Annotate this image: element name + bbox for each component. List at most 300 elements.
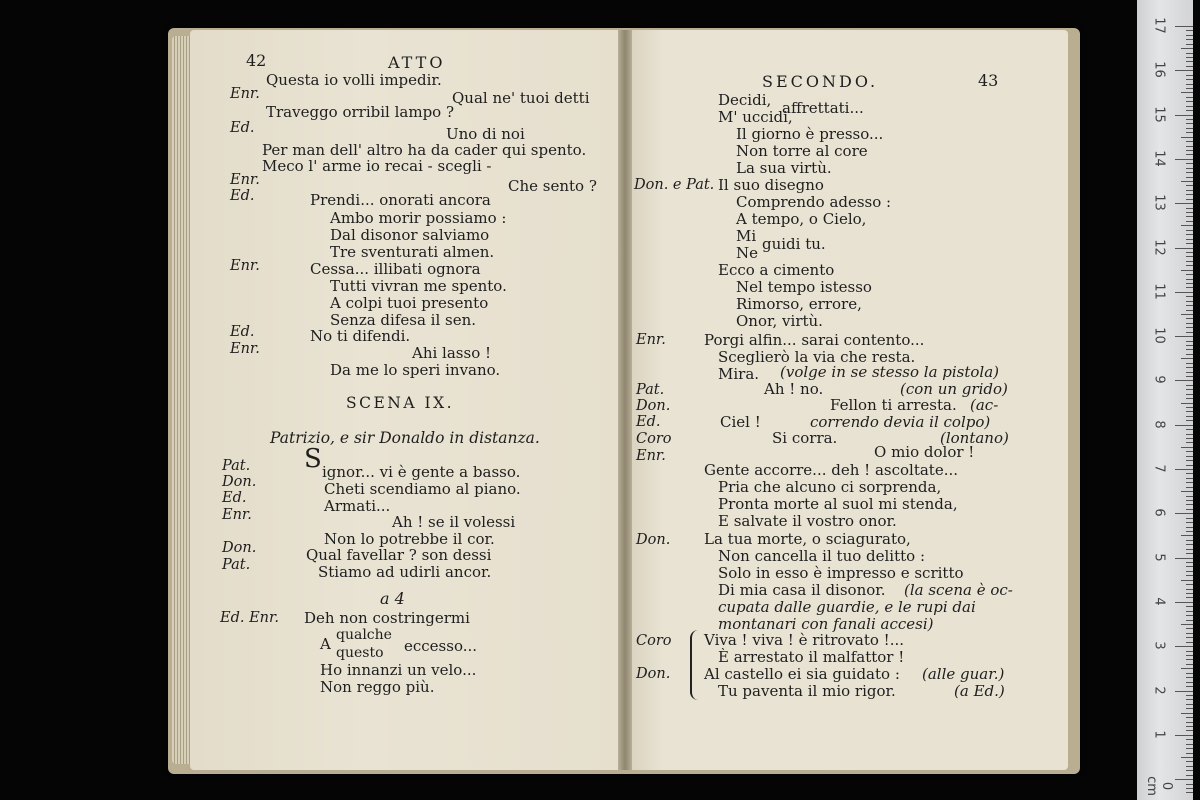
ruler-tick (1175, 26, 1193, 27)
ruler-tick (1186, 606, 1193, 607)
ruler-tick (1186, 708, 1193, 709)
ruler-tick (1186, 345, 1193, 346)
ruler-tick (1186, 283, 1193, 284)
ruler-tick (1186, 261, 1193, 262)
speaker-label: Enr. (222, 507, 252, 523)
ruler-tick (1186, 146, 1193, 147)
ruler-number: 17 (1151, 17, 1167, 34)
ruler-tick (1186, 372, 1193, 373)
ruler-tick (1186, 106, 1193, 107)
ruler-tick (1186, 172, 1193, 173)
ruler-tick (1181, 270, 1193, 271)
text-line: Onor, virtù. (736, 312, 823, 330)
text-line: Fellon ti arresta. (830, 396, 957, 414)
ruler-tick (1186, 651, 1193, 652)
ruler-tick (1186, 633, 1193, 634)
speaker-label: Enr. (230, 341, 260, 357)
ruler-tick (1186, 460, 1193, 461)
ruler-tick (1186, 323, 1193, 324)
ruler-tick (1186, 44, 1193, 45)
ruler-tick (1186, 531, 1193, 532)
speaker-label: Pat. (222, 557, 251, 573)
ruler-tick (1175, 779, 1193, 780)
text-line: Non torre al core (736, 142, 868, 160)
ruler-number: 15 (1151, 105, 1167, 123)
ruler-tick (1186, 784, 1193, 785)
text-line: Non lo potrebbe il cor. (324, 530, 495, 548)
ruler-tick (1186, 566, 1193, 567)
text-line: Uno di noi (446, 125, 525, 143)
ruler-tick (1186, 792, 1193, 793)
text-line: Traveggo orribil lampo ? (266, 103, 455, 121)
ruler-tick (1186, 132, 1193, 133)
text-line: No ti difendi. (310, 327, 411, 345)
ruler-tick (1186, 301, 1193, 302)
ruler-tick (1186, 420, 1193, 421)
ruler-tick (1175, 203, 1193, 204)
ruler-tick (1186, 788, 1193, 789)
ruler-tick (1186, 363, 1193, 364)
text-line: Mira. (718, 365, 760, 383)
stage-direction: (la scena è oc- (904, 581, 1013, 599)
ruler-tick (1181, 181, 1193, 182)
ruler-tick (1186, 221, 1193, 222)
ruler-tick (1186, 593, 1193, 594)
ruler-tick (1181, 137, 1193, 138)
ruler-tick (1186, 61, 1193, 62)
ruler-tick (1175, 159, 1193, 160)
ruler-tick (1186, 655, 1193, 656)
ruler-tick (1181, 447, 1193, 448)
ruler-tick (1186, 349, 1193, 350)
text-line: Qual ne' tuoi detti (452, 89, 590, 107)
text-line: Cheti scendiamo al piano. (324, 480, 521, 498)
ruler-tick (1186, 500, 1193, 501)
ruler-tick (1175, 115, 1193, 116)
ruler-tick (1181, 757, 1193, 758)
text-line: Stiamo ad udirli ancor. (318, 563, 492, 581)
speaker-label: Enr. (230, 258, 260, 274)
ruler-tick (1186, 753, 1193, 754)
text-line: Al castello ei sia guidato : (704, 665, 900, 683)
ruler-tick (1186, 341, 1193, 342)
text-line: È arrestato il malfattor ! (718, 648, 905, 666)
text-line: Qual favellar ? son dessi (306, 546, 492, 564)
ruler-tick (1186, 394, 1193, 395)
ruler-tick (1186, 434, 1193, 435)
speaker-label: Don. (222, 474, 257, 490)
ruler-tick (1186, 101, 1193, 102)
ruler-number: 12 (1151, 238, 1167, 256)
text-line: Di mia casa il disonor. (718, 581, 886, 599)
speaker-label: Ed. (636, 414, 661, 430)
ruler-tick (1181, 668, 1193, 669)
page-number-right: 43 (978, 71, 999, 90)
ruler-tick (1186, 726, 1193, 727)
ruler-number: 10 (1151, 327, 1167, 344)
ruler-tick (1186, 664, 1193, 665)
text-line: questo (336, 645, 384, 661)
ruler-number: 0 cm (1144, 776, 1174, 796)
ruler-tick (1186, 274, 1193, 275)
ruler-tick (1175, 469, 1193, 470)
stage-direction: (ac- (970, 396, 999, 414)
scene-direction: Patrizio, e sir Donaldo in distanza. (270, 429, 540, 447)
ruler-tick (1186, 35, 1193, 36)
ruler-tick (1186, 748, 1193, 749)
text-line: Mi (736, 227, 757, 245)
ruler-tick (1186, 230, 1193, 231)
speaker-label: Don. (636, 532, 671, 548)
text-line: Da me lo speri invano. (330, 361, 501, 379)
ruler-tick (1175, 646, 1193, 647)
text-line: La sua virtù. (736, 159, 832, 177)
ruler-tick (1186, 327, 1193, 328)
ruler-tick (1186, 527, 1193, 528)
ruler-number: 2 (1151, 685, 1167, 695)
text-line: Rimorso, errore, (736, 295, 862, 313)
ruler-tick (1186, 487, 1193, 488)
ruler-tick (1186, 473, 1193, 474)
ruler-tick (1186, 584, 1193, 585)
ruler-tick (1186, 704, 1193, 705)
ruler-tick (1186, 438, 1193, 439)
text-line: Il suo disegno (718, 176, 824, 194)
ruler-tick (1186, 744, 1193, 745)
text-line: Decidi, (718, 91, 772, 109)
ruler-number: 14 (1151, 150, 1167, 167)
text-line: O mio dolor ! (874, 443, 975, 461)
ruler-tick (1186, 296, 1193, 297)
ruler-tick (1186, 597, 1193, 598)
ruler-tick (1186, 637, 1193, 638)
text-line: Ambo morir possiamo : (330, 209, 507, 227)
ruler-tick (1186, 451, 1193, 452)
ruler-tick (1186, 385, 1193, 386)
ruler-tick (1186, 398, 1193, 399)
ruler-tick (1186, 190, 1193, 191)
ruler-tick (1186, 509, 1193, 510)
text-line: Pria che alcuno ci sorprenda, (718, 478, 942, 496)
text-line: Per man dell' altro ha da cader qui spento. (262, 141, 587, 159)
text-line: eccesso... (404, 637, 478, 655)
stage-direction: (lontano) (940, 429, 1009, 447)
speaker-label: Enr. (230, 86, 260, 102)
ruler-tick (1186, 376, 1193, 377)
ruler-tick (1186, 194, 1193, 195)
ruler-tick (1186, 562, 1193, 563)
ruler-tick (1186, 611, 1193, 612)
ruler-number: 5 (1151, 552, 1167, 562)
ruler-tick (1175, 425, 1193, 426)
text-line: Deh non costringermi (304, 609, 470, 627)
ruler-tick (1186, 212, 1193, 213)
text-line: Tre sventurati almen. (330, 243, 495, 261)
page-number-left: 42 (246, 51, 267, 70)
ruler-tick (1186, 677, 1193, 678)
text-line: A (320, 635, 331, 653)
ruler-tick (1186, 234, 1193, 235)
ruler-tick (1186, 673, 1193, 674)
ruler-number: 16 (1151, 61, 1167, 79)
ruler-tick (1186, 354, 1193, 355)
text-line: guidi tu. (762, 235, 826, 253)
ruler-tick (1175, 380, 1193, 381)
ruler-tick (1181, 624, 1193, 625)
ruler-number: 1 (1151, 730, 1167, 739)
text-line: Prendi... onorati ancora (310, 191, 491, 209)
speaker-label: Don. e Pat. (634, 177, 715, 193)
ruler-tick (1186, 39, 1193, 40)
text-line: affrettati... (782, 99, 864, 117)
ruler-tick (1186, 66, 1193, 67)
ruler-tick (1186, 265, 1193, 266)
speaker-label: Coro (636, 431, 672, 447)
speaker-label: Don. (636, 666, 671, 682)
text-line: Non cancella il tuo delitto : (718, 547, 926, 565)
text-line: Senza difesa il sen. (330, 311, 477, 329)
ruler-tick (1181, 225, 1193, 226)
ruler-tick (1186, 620, 1193, 621)
ruler-tick (1181, 713, 1193, 714)
ruler-tick (1186, 628, 1193, 629)
ruler-tick (1186, 456, 1193, 457)
ruler-tick (1186, 686, 1193, 687)
speaker-label: Pat. (222, 458, 251, 474)
text-line: Nel tempo istesso (736, 278, 872, 296)
text-line: Porgi alfin... sarai contento... (704, 331, 925, 349)
stage-direction: correndo devia il colpo) (810, 413, 991, 431)
ruler-tick (1175, 691, 1193, 692)
ruler-tick (1186, 367, 1193, 368)
text-line: Tutti vivran me spento. (330, 277, 507, 295)
text-line: Viva ! viva ! è ritrovato !... (704, 631, 905, 649)
ruler-tick (1186, 540, 1193, 541)
text-line: Il giorno è presso... (736, 125, 884, 143)
stage-direction: (a Ed.) (954, 682, 1005, 700)
ruler-tick (1186, 110, 1193, 111)
stage-direction: cupata dalle guardie, e le rupi dai (718, 598, 976, 616)
ruler-number: 8 (1151, 420, 1167, 429)
ruler-tick (1186, 75, 1193, 76)
ruler-tick (1186, 766, 1193, 767)
ruler-tick (1186, 30, 1193, 31)
ruler-tick (1175, 70, 1193, 71)
ruler-tick (1186, 279, 1193, 280)
ruler-tick (1186, 717, 1193, 718)
ruler-tick (1181, 491, 1193, 492)
ruler-tick (1186, 318, 1193, 319)
ruler-number: 11 (1151, 283, 1167, 300)
ruler-tick (1175, 248, 1193, 249)
ruler-tick (1181, 580, 1193, 581)
ruler-tick (1186, 659, 1193, 660)
stage-direction: (alle guar.) (922, 665, 1005, 683)
ruler-number: 4 (1151, 597, 1167, 606)
ruler-tick (1175, 292, 1193, 293)
text-line: Tu paventa il mio rigor. (718, 682, 896, 700)
ruler-tick (1186, 57, 1193, 58)
speaker-label: Pat. (636, 382, 665, 398)
ruler-tick (1186, 465, 1193, 466)
ruler-number: 6 (1151, 508, 1167, 517)
ruler-tick (1186, 730, 1193, 731)
ruler-tick (1175, 558, 1193, 559)
ruler-tick (1186, 429, 1193, 430)
ruler-tick (1181, 403, 1193, 404)
ruler-tick (1186, 739, 1193, 740)
ruler-tick (1186, 407, 1193, 408)
ruler-tick (1186, 185, 1193, 186)
ruler-tick (1186, 79, 1193, 80)
text-line: Ahi lasso ! (412, 344, 492, 362)
text-line: Si corra. (772, 429, 838, 447)
ruler-tick (1186, 518, 1193, 519)
speaker-label: Don. (222, 540, 257, 556)
ruler-tick (1175, 513, 1193, 514)
drop-initial: S (304, 444, 322, 474)
measuring-ruler (1137, 0, 1193, 800)
ruler-tick (1186, 389, 1193, 390)
ruler-tick (1186, 310, 1193, 311)
text-line: Dal disonor salviamo (330, 226, 490, 244)
ruler-tick (1186, 53, 1193, 54)
speaker-label: Coro (636, 633, 672, 649)
text-line: Ah ! se il volessi (392, 513, 516, 531)
ruler-tick (1186, 411, 1193, 412)
ruler-tick (1181, 92, 1193, 93)
speaker-label: Enr. (230, 172, 260, 188)
speaker-label: Ed. (230, 324, 255, 340)
text-line: Ho innanzi un velo... (320, 661, 477, 679)
ruler-tick (1186, 123, 1193, 124)
ruler-tick (1186, 332, 1193, 333)
ruler-tick (1175, 336, 1193, 337)
text-line: qualche (336, 627, 392, 643)
ensemble-marking: a 4 (380, 589, 405, 608)
ruler-tick (1186, 482, 1193, 483)
ruler-tick (1186, 522, 1193, 523)
ruler-number: 13 (1151, 194, 1167, 211)
ruler-tick (1186, 642, 1193, 643)
ruler-tick (1186, 154, 1193, 155)
speaker-label: Enr. (636, 448, 666, 464)
ruler-tick (1186, 150, 1193, 151)
ruler-tick (1186, 97, 1193, 98)
text-line: Che sento ? (508, 177, 597, 195)
stage-direction: (volge in se stesso la pistola) (780, 363, 1000, 381)
ruler-tick (1186, 239, 1193, 240)
text-line: Armati... (324, 497, 391, 515)
text-line: Solo in esso è impresso e scritto (718, 564, 964, 582)
ruler-tick (1186, 544, 1193, 545)
ruler-tick (1186, 761, 1193, 762)
ruler-tick (1186, 553, 1193, 554)
text-line: M' uccidi, (718, 108, 793, 126)
ruler-tick (1186, 252, 1193, 253)
speaker-label: Ed. (222, 490, 247, 506)
ruler-tick (1186, 305, 1193, 306)
ruler-number: 9 (1151, 375, 1167, 385)
text-line: Comprendo adesso : (736, 193, 892, 211)
ruler-tick (1186, 163, 1193, 164)
text-line: A colpi tuoi presento (330, 294, 489, 312)
ruler-tick (1186, 128, 1193, 129)
chorus-brace (690, 630, 702, 700)
ruler-tick (1186, 571, 1193, 572)
speaker-label: Don. (636, 398, 671, 414)
text-line: Questa io volli impedir. (266, 71, 442, 89)
ruler-tick (1186, 208, 1193, 209)
ruler-tick (1186, 141, 1193, 142)
stage-direction: montanari con fanali accesi) (718, 615, 934, 633)
text-line: La tua morte, o sciagurato, (704, 530, 911, 548)
stage-direction: (con un grido) (900, 380, 1008, 398)
text-line: Gente accorre... deh ! ascoltate... (704, 461, 959, 479)
ruler-tick (1186, 770, 1193, 771)
ruler-number: 3 (1151, 641, 1167, 650)
ruler-number: 7 (1151, 464, 1167, 473)
ruler-tick (1181, 48, 1193, 49)
ruler-tick (1186, 168, 1193, 169)
ruler-tick (1186, 549, 1193, 550)
ruler-tick (1186, 504, 1193, 505)
ruler-tick (1181, 358, 1193, 359)
ruler-tick (1186, 416, 1193, 417)
ruler-tick (1186, 243, 1193, 244)
text-line: Non reggo più. (320, 678, 435, 696)
ruler-tick (1186, 695, 1193, 696)
ruler-tick (1186, 442, 1193, 443)
ruler-tick (1186, 216, 1193, 217)
ruler-tick (1186, 119, 1193, 120)
text-line: ignor... vi è gente a basso. (322, 463, 521, 481)
text-line: Pronta morte al suol mi stenda, (718, 495, 958, 513)
ruler-tick (1186, 199, 1193, 200)
ruler-tick (1186, 287, 1193, 288)
ruler-tick (1186, 589, 1193, 590)
text-line: Meco l' arme io recai - scegli - (262, 157, 492, 175)
text-line: Ah ! no. (764, 380, 824, 398)
ruler-tick (1186, 699, 1193, 700)
ruler-tick (1186, 682, 1193, 683)
ruler-tick (1186, 575, 1193, 576)
ruler-tick (1181, 314, 1193, 315)
text-line: Ne (736, 244, 759, 262)
ruler-tick (1186, 775, 1193, 776)
book-gutter (618, 30, 632, 770)
text-line: E salvate il vostro onor. (718, 512, 897, 530)
text-line: A tempo, o Cielo, (736, 210, 867, 228)
ruler-tick (1175, 602, 1193, 603)
speaker-label: Enr. (636, 332, 666, 348)
ruler-tick (1175, 735, 1193, 736)
ruler-tick (1181, 535, 1193, 536)
ruler-tick (1186, 88, 1193, 89)
speaker-label: Ed. (230, 188, 255, 204)
text-line: Cessa... illibati ognora (310, 260, 481, 278)
ruler-tick (1186, 496, 1193, 497)
ruler-tick (1186, 256, 1193, 257)
ruler-tick (1186, 84, 1193, 85)
ruler-tick (1186, 478, 1193, 479)
ruler-tick (1186, 722, 1193, 723)
ruler-tick (1186, 615, 1193, 616)
text-line: Ecco a cimento (718, 261, 835, 279)
speaker-label: Ed. (230, 120, 255, 136)
text-line: Sceglierò la via che resta. (718, 348, 916, 366)
running-head-right: SECONDO. (762, 72, 879, 91)
